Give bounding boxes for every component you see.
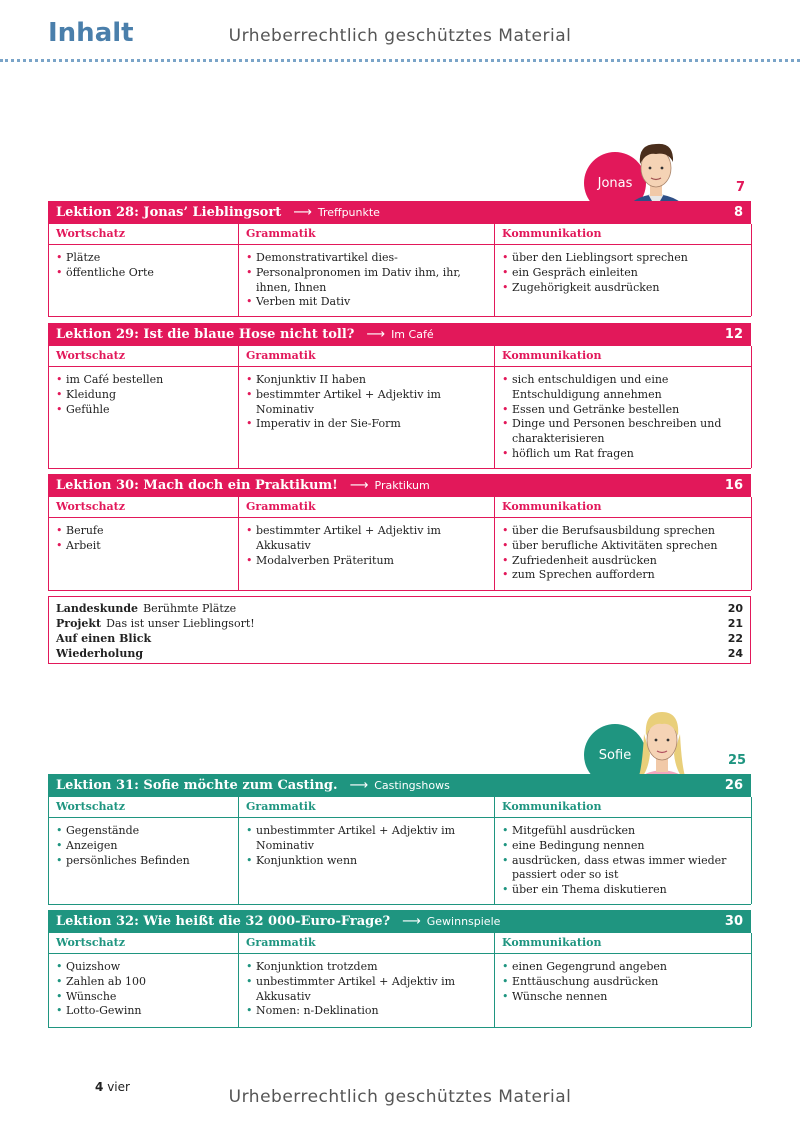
column-header: Wortschatz [49, 497, 238, 518]
extra-row[interactable] [56, 601, 743, 616]
list-item: • Arbeit [56, 539, 231, 554]
jonas-name: Jonas [597, 175, 633, 191]
grammatik-column [239, 346, 495, 468]
list-item: • Gefühle [56, 403, 231, 418]
extra-text: Berühmte Plätze [143, 602, 237, 615]
watermark-top: Urheberrechtlich geschütztes Material [228, 26, 572, 46]
list-item: • Konjunktion wenn [246, 854, 487, 869]
page-word: vier [107, 1080, 130, 1094]
extra-row[interactable] [56, 646, 743, 661]
extra-page: 21 [727, 617, 743, 630]
wortschatz-column [49, 224, 239, 316]
lesson-header[interactable] [48, 910, 751, 933]
kommunikation-column [495, 346, 752, 468]
kommunikation-column [495, 797, 752, 904]
lesson-header[interactable] [48, 323, 751, 346]
wortschatz-column [49, 933, 239, 1027]
lesson-page: 8 [733, 205, 743, 220]
lesson-header[interactable] [48, 474, 751, 497]
list-item: • Imperativ in der Sie-Form [246, 417, 487, 432]
lesson-topic: Treffpunkte [317, 206, 380, 219]
list-item: • Lotto-Gewinn [56, 1004, 231, 1019]
arrow-icon: ⟶ [402, 914, 421, 929]
extra-label: Auf einen Blick [56, 632, 152, 645]
column-header: Grammatik [239, 797, 494, 818]
extra-label: Landeskunde [56, 602, 139, 615]
lesson-title: Lektion 30: Mach doch ein Praktikum! [56, 478, 338, 493]
column-header: Kommunikation [495, 797, 751, 818]
watermark-bottom: Urheberrechtlich geschütztes Material [228, 1087, 572, 1107]
column-header: Wortschatz [49, 346, 238, 367]
list-item: • Quizshow [56, 960, 231, 975]
list-item: • Mitgefühl ausdrücken [502, 824, 744, 839]
grammatik-column [239, 224, 495, 316]
lesson-page: 30 [724, 914, 743, 929]
list-item: • Anzeigen [56, 839, 231, 854]
arrow-icon: ⟶ [293, 205, 312, 220]
list-item: • Dinge und Personen beschreiben und charakterisieren [502, 417, 744, 447]
jonas-section-page: 7 [736, 180, 746, 195]
list-item: • über die Berufsausbildung sprechen [502, 524, 744, 539]
list-item: • bestimmter Artikel + Adjektiv im Nominativ [246, 388, 487, 418]
lesson-topic: Gewinnspiele [426, 915, 501, 928]
column-header: Wortschatz [49, 933, 238, 954]
list-item: • unbestimmter Artikel + Adjektiv im Nominativ [246, 824, 487, 854]
list-item: • Wünsche nennen [502, 990, 744, 1005]
list-item: • Wünsche [56, 990, 231, 1005]
list-item: • Konjunktiv II haben [246, 373, 487, 388]
list-item: • Demonstrativartikel dies- [246, 251, 487, 266]
extra-row[interactable] [56, 616, 743, 631]
lesson-topic: Praktikum [374, 479, 430, 492]
list-item: • öffentliche Orte [56, 266, 231, 281]
arrow-icon: ⟶ [366, 327, 386, 342]
lesson-29 [48, 323, 751, 469]
lesson-title: Lektion 31: Sofie möchte zum Casting. [56, 778, 338, 793]
extras-box [48, 596, 751, 664]
grammatik-column [239, 497, 495, 590]
list-item: • Verben mit Dativ [246, 295, 487, 310]
list-item: • unbestimmter Artikel + Adjektiv im Akkusativ [246, 975, 487, 1005]
column-header: Kommunikation [495, 933, 751, 954]
lesson-32 [48, 910, 751, 1028]
grammatik-column [239, 933, 495, 1027]
arrow-icon: ⟶ [349, 778, 369, 793]
list-item: • ausdrücken, dass etwas immer wieder passiert oder so ist [502, 854, 744, 884]
list-item: • über ein Thema diskutieren [502, 883, 744, 898]
page-number: 4 [95, 1080, 104, 1094]
extra-page: 24 [727, 647, 743, 660]
extra-page: 20 [727, 602, 743, 615]
sofie-section-page: 25 [728, 753, 747, 768]
lesson-28 [48, 201, 751, 317]
lesson-topic: Castingshows [374, 779, 450, 792]
wortschatz-column [49, 346, 239, 468]
list-item: • über berufliche Aktivitäten sprechen [502, 539, 744, 554]
extra-page: 22 [727, 632, 743, 645]
sofie-name: Sofie [598, 747, 632, 763]
column-header: Grammatik [239, 224, 494, 245]
column-header: Grammatik [239, 933, 494, 954]
lesson-page: 16 [724, 478, 743, 493]
arrow-icon: ⟶ [349, 478, 369, 493]
wortschatz-column [49, 497, 239, 590]
list-item: • höflich um Rat fragen [502, 447, 744, 462]
list-item: • eine Bedingung nennen [502, 839, 744, 854]
list-item: • Zahlen ab 100 [56, 975, 231, 990]
column-header: Kommunikation [495, 224, 751, 245]
grammatik-column [239, 797, 495, 904]
list-item: • Plätze [56, 251, 231, 266]
list-item: • Gegenstände [56, 824, 231, 839]
list-item: • Essen und Getränke bestellen [502, 403, 744, 418]
list-item: • Zufriedenheit ausdrücken [502, 554, 744, 569]
list-item: • einen Gegengrund angeben [502, 960, 744, 975]
list-item: • persönliches Befinden [56, 854, 231, 869]
extra-text: Das ist unser Lieblingsort! [106, 617, 255, 630]
lesson-title: Lektion 32: Wie heißt die 32 000-Euro-Frage? [56, 914, 391, 929]
lesson-header[interactable] [48, 774, 751, 797]
list-item: • zum Sprechen auffordern [502, 568, 744, 583]
list-item: • Zugehörigkeit ausdrücken [502, 281, 744, 296]
lesson-title: Lektion 28: Jonas’ Lieblingsort [56, 205, 282, 220]
column-header: Kommunikation [495, 346, 751, 367]
list-item: • ein Gespräch einleiten [502, 266, 744, 281]
list-item: • Berufe [56, 524, 231, 539]
extra-label: Wiederholung [56, 647, 144, 660]
dotted-divider [0, 59, 800, 62]
list-item: • Personalpronomen im Dativ ihm, ihr, ihnen, Ihnen [246, 266, 487, 296]
list-item: • über den Lieblingsort sprechen [502, 251, 744, 266]
page-title: Inhalt [48, 18, 134, 48]
column-header: Grammatik [239, 497, 494, 518]
column-header: Wortschatz [49, 797, 238, 818]
lesson-header[interactable] [48, 201, 751, 224]
kommunikation-column [495, 933, 752, 1027]
lesson-page: 12 [724, 327, 743, 342]
list-item: • bestimmter Artikel + Adjektiv im Akkusativ [246, 524, 487, 554]
list-item: • Nomen: n-Deklination [246, 1004, 487, 1019]
lesson-page: 26 [724, 778, 743, 793]
extra-row[interactable] [56, 631, 743, 646]
column-header: Wortschatz [49, 224, 238, 245]
lesson-30 [48, 474, 751, 591]
list-item: • Enttäuschung ausdrücken [502, 975, 744, 990]
lesson-topic: Im Café [391, 328, 434, 341]
lesson-title: Lektion 29: Ist die blaue Hose nicht toll? [56, 327, 355, 342]
wortschatz-column [49, 797, 239, 904]
list-item: • im Café bestellen [56, 373, 231, 388]
kommunikation-column [495, 497, 752, 590]
list-item: • sich entschuldigen und eine Entschuldigung annehmen [502, 373, 744, 403]
kommunikation-column [495, 224, 752, 316]
list-item: • Kleidung [56, 388, 231, 403]
list-item: • Konjunktion trotzdem [246, 960, 487, 975]
extra-label: Projekt [56, 617, 102, 630]
lesson-31 [48, 774, 751, 905]
list-item: • Modalverben Präteritum [246, 554, 487, 569]
column-header: Grammatik [239, 346, 494, 367]
column-header: Kommunikation [495, 497, 751, 518]
